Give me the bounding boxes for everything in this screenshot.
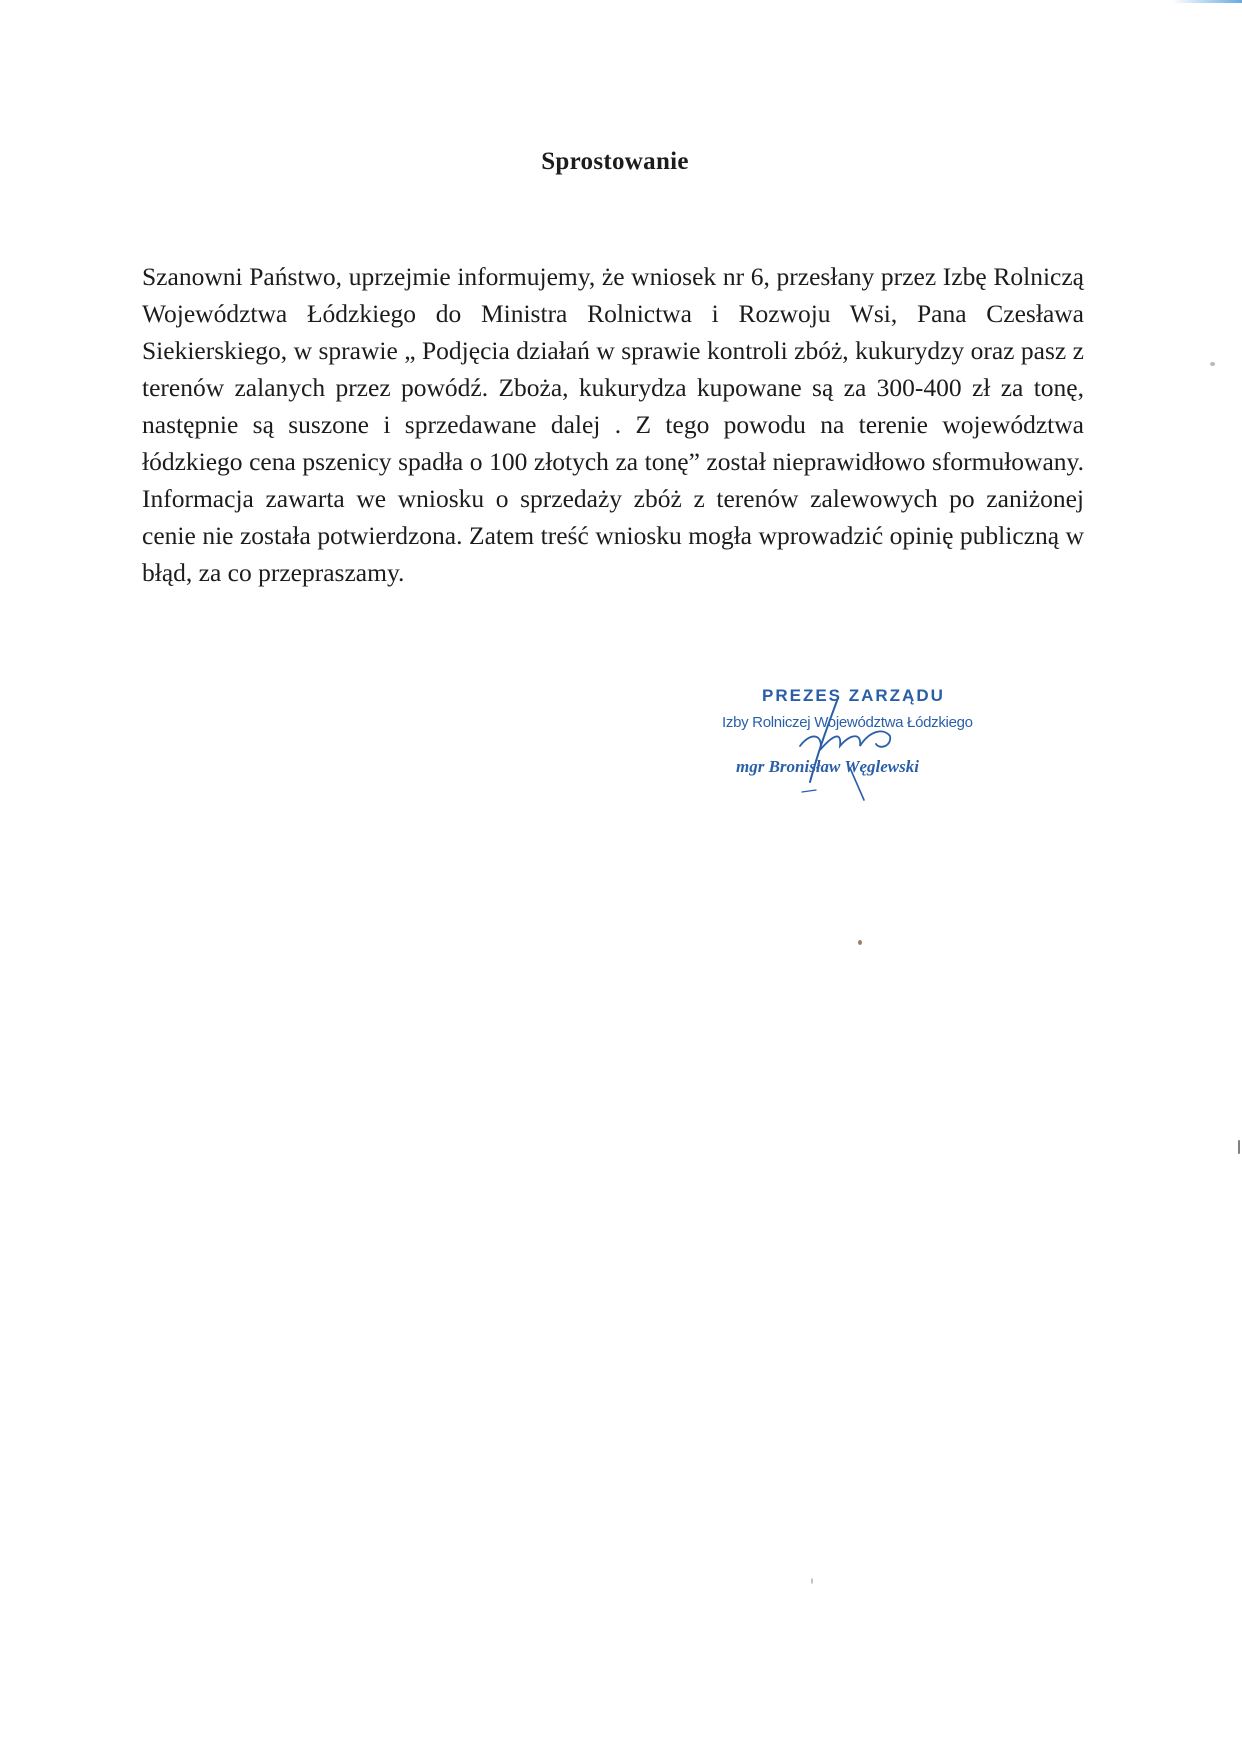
official-stamp	[720, 686, 1020, 796]
document-body: Szanowni Państwo, uprzejmie informujemy, że wniosek nr 6, przesłany przez Izbę Rolniczą Województwa Łódzkiego do Ministra Rolnictwa i Rozwoju Wsi, Pana Czesława Siekierskiego, w sprawie „ Podjęcia działań w sprawie kontroli zbóż, kukurydzy oraz pasz z terenów zalanych przez powódź. Zboża, kukurydza kupowane są za 300-400 zł za tonę, następnie są suszone i sprzedawane dalej . Z tego powodu na terenie województwa łódzkiego cena pszenicy spadła o 100 złotych za tonę” został nieprawidłowo sformułowany. Informacja zawarta we wniosku o sprzedaży zbóż z terenów zalewowych po zaniżonej cenie nie została potwierdzona. Zatem treść wniosku mogła wprowadzić opinię publiczną w błąd, za co przepraszamy.	[142, 262, 1084, 587]
scan-edge-mark	[1172, 0, 1242, 3]
scan-speck	[1238, 1140, 1240, 1154]
stamp-position: PREZES ZARZĄDU	[762, 686, 945, 705]
stamp-name: mgr Bronisław Węglewski	[736, 757, 919, 776]
scan-speck	[811, 1578, 813, 1584]
scan-speck	[858, 940, 862, 945]
scan-speck	[1210, 362, 1215, 366]
document-title: Sprostowanie	[541, 148, 689, 175]
stamp-institution: Izby Rolniczej Województwa Łódzkiego	[722, 714, 973, 731]
